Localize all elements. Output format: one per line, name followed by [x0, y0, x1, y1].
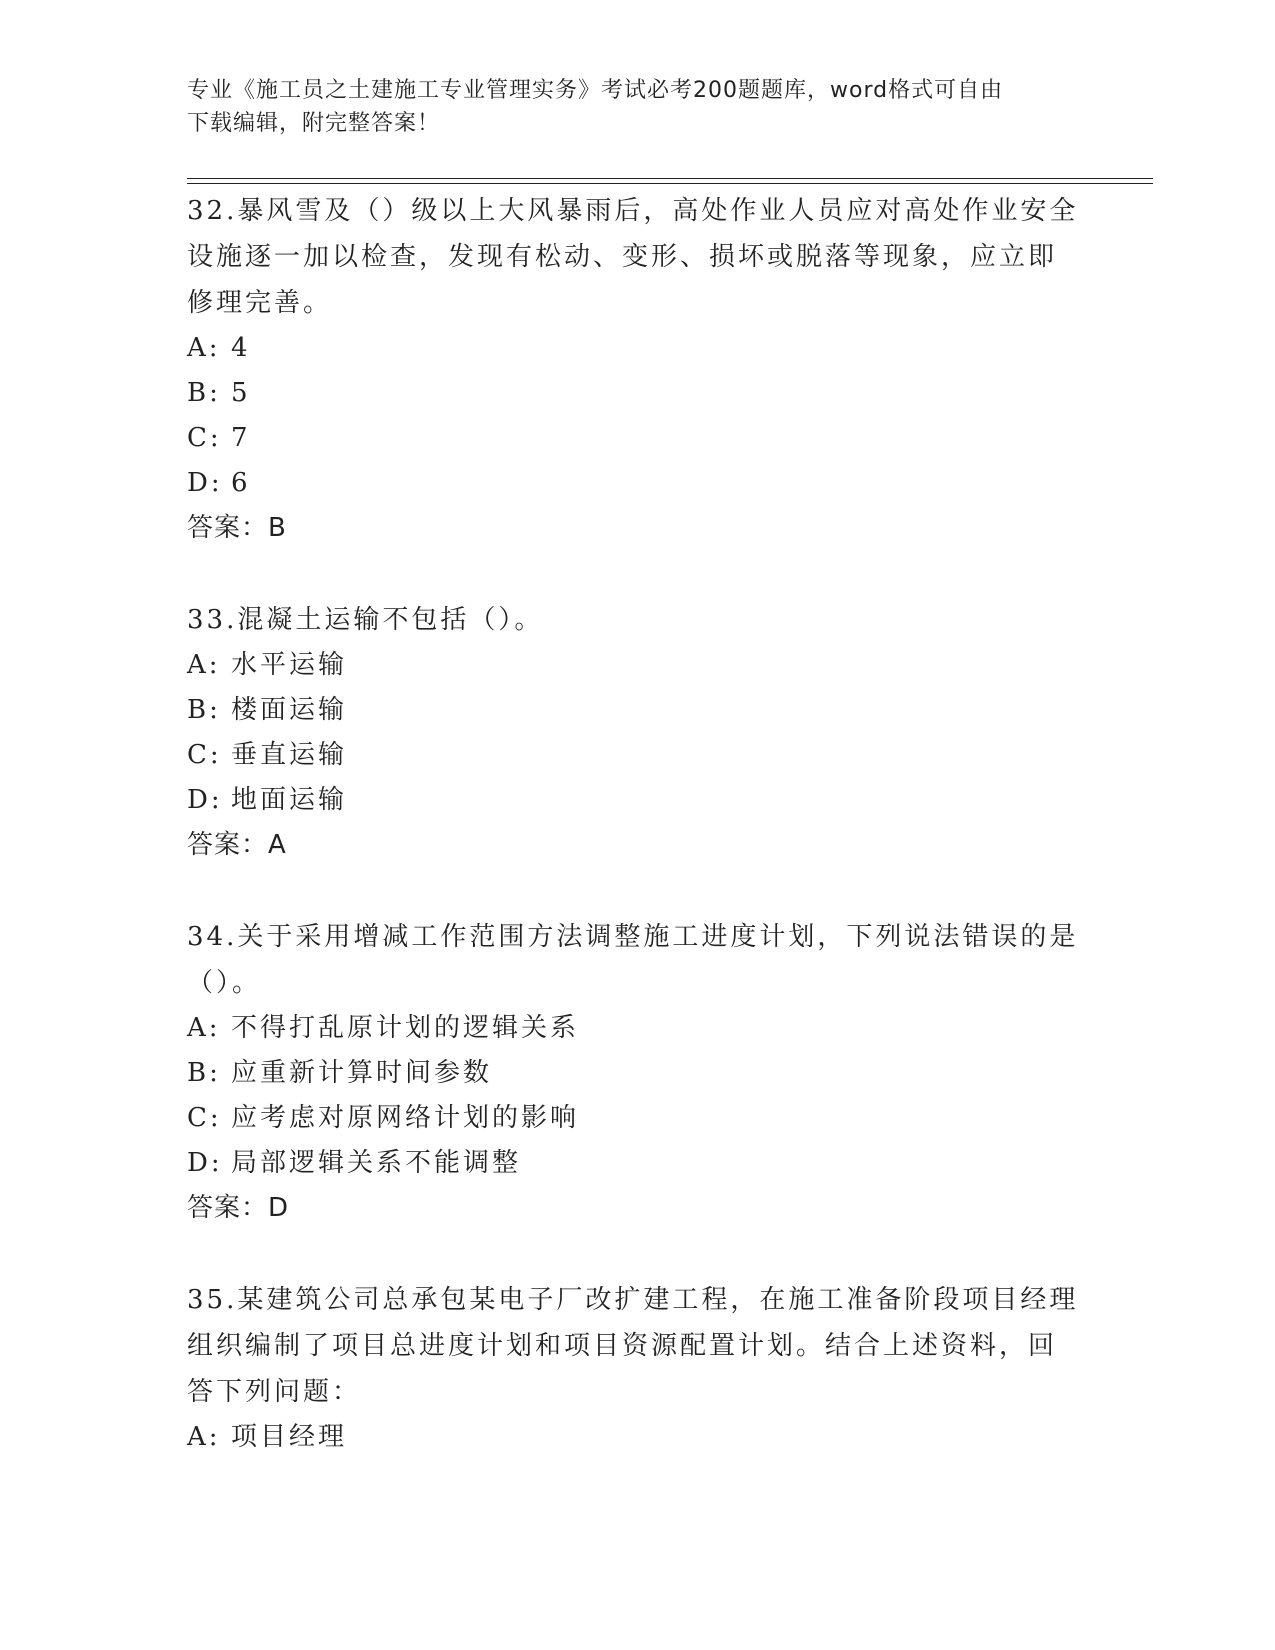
option-b — [187, 1051, 1087, 1096]
option-label: A: — [187, 333, 221, 363]
question-stem-line: 设施逐一加以检查，发现有松动、变形、损坏或脱落等现象，应立即 — [187, 242, 1058, 272]
option-d — [187, 778, 1087, 823]
header-line-1: 专业《施工员之土建施工专业管理实务》考试必考200题题库，word格式可自由 — [187, 78, 1004, 103]
option-text: 局部逻辑关系不能调整 — [231, 1148, 522, 1178]
option-label: B: — [187, 378, 221, 408]
option-text: 楼面运输 — [231, 695, 348, 725]
option-text: 4 — [231, 333, 251, 363]
option-label: B: — [187, 695, 221, 725]
question-32 — [187, 188, 1087, 551]
question-stem-line: （）。 — [187, 968, 262, 998]
option-label: D: — [187, 1148, 223, 1178]
option-text: 6 — [231, 468, 251, 498]
option-text: 地面运输 — [231, 785, 348, 815]
option-text: 7 — [231, 423, 251, 453]
question-stem-line: 33.混凝土运输不包括（）。 — [187, 605, 544, 635]
option-a — [187, 1006, 1087, 1051]
option-label: A: — [187, 1013, 221, 1043]
option-d — [187, 1141, 1087, 1186]
question-stem-line: 34.关于采用增减工作范围方法调整施工进度计划，下列说法错误的是 — [187, 922, 1079, 952]
question-stem-line: 组织编制了项目总进度计划和项目资源配置计划。结合上述资料，回 — [187, 1331, 1058, 1361]
option-text: 垂直运输 — [231, 740, 348, 770]
option-label: C: — [187, 1103, 222, 1133]
option-label: D: — [187, 785, 223, 815]
answer-line: 答案：B — [187, 513, 287, 543]
option-d — [187, 461, 1087, 506]
option-text: 5 — [231, 378, 251, 408]
question-34 — [187, 914, 1087, 1231]
question-list — [187, 188, 1087, 1506]
header-divider-bottom — [187, 183, 1153, 184]
option-label: A: — [187, 1422, 221, 1452]
question-stem-line: 32.暴风雪及（）级以上大风暴雨后，高处作业人员应对高处作业安全 — [187, 196, 1079, 226]
option-c — [187, 1096, 1087, 1141]
option-label: A: — [187, 650, 221, 680]
option-b — [187, 371, 1087, 416]
option-text: 项目经理 — [231, 1422, 348, 1452]
document-header — [187, 74, 1087, 140]
option-c — [187, 733, 1087, 778]
option-text: 不得打乱原计划的逻辑关系 — [231, 1013, 580, 1043]
header-line-2: 下载编辑，附完整答案！ — [187, 111, 441, 136]
option-text: 应重新计算时间参数 — [231, 1058, 493, 1088]
question-stem-line: 答下列问题： — [187, 1377, 362, 1407]
option-text: 应考虑对原网络计划的影响 — [231, 1103, 580, 1133]
option-label: C: — [187, 740, 222, 770]
option-b — [187, 688, 1087, 733]
question-33 — [187, 597, 1087, 868]
option-a — [187, 643, 1087, 688]
question-35 — [187, 1277, 1087, 1460]
option-a — [187, 1415, 1087, 1460]
option-label: B: — [187, 1058, 221, 1088]
option-text: 水平运输 — [231, 650, 348, 680]
option-a — [187, 326, 1087, 371]
answer-line: 答案：A — [187, 830, 287, 860]
answer-line: 答案：D — [187, 1193, 290, 1223]
question-stem-line: 修理完善。 — [187, 288, 333, 318]
option-c — [187, 416, 1087, 461]
header-divider-top — [187, 178, 1153, 179]
option-label: C: — [187, 423, 222, 453]
option-label: D: — [187, 468, 223, 498]
question-stem-line: 35.某建筑公司总承包某电子厂改扩建工程，在施工准备阶段项目经理 — [187, 1285, 1079, 1315]
